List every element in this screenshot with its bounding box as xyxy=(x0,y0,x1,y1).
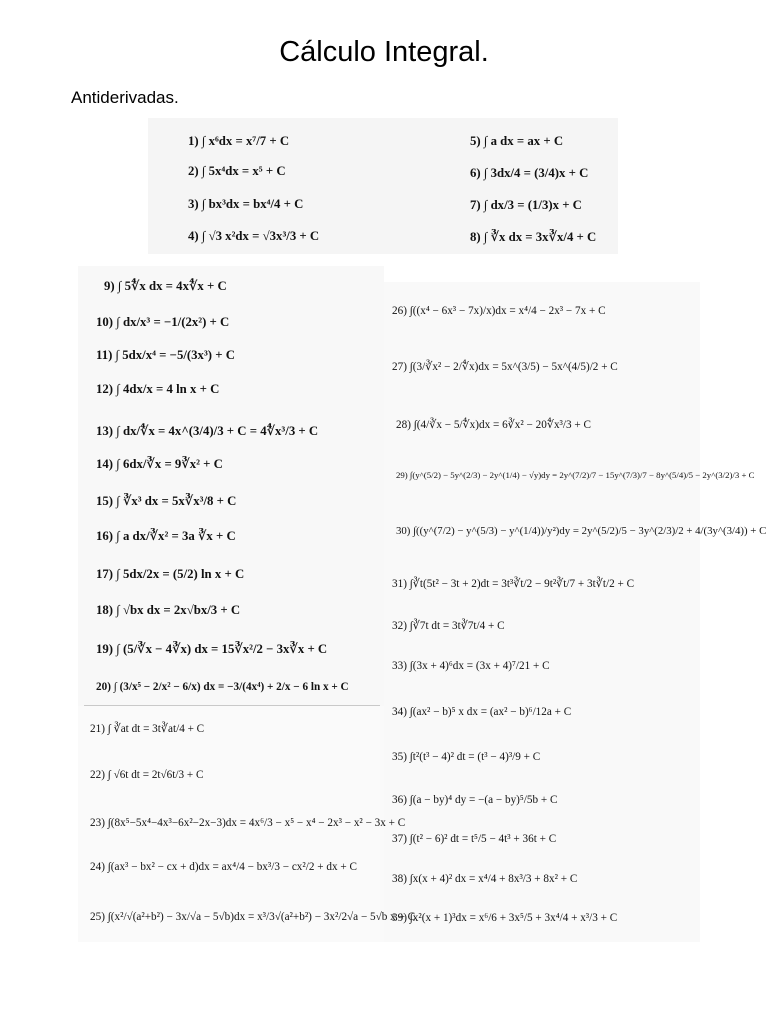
formula-10: 10) ∫ dx/x³ = −1/(2x²) + C xyxy=(96,315,230,329)
formula-11: 11) ∫ 5dx/x⁴ = −5/(3x³) + C xyxy=(96,348,235,362)
formula-34: 34) ∫(ax² − b)⁵ x dx = (ax² − b)⁶/12a + C xyxy=(392,706,572,718)
formula-18: 18) ∫ √bx dx = 2x√bx/3 + C xyxy=(96,603,241,617)
formula-14: 14) ∫ 6dx/∛x = 9∛x² + C xyxy=(96,457,223,471)
formula-38: 38) ∫x(x + 4)² dx = x⁴/4 + 8x³/3 + 8x² + C xyxy=(392,873,578,885)
formula-35: 35) ∫t²(t³ − 4)² dt = (t³ − 4)³/9 + C xyxy=(392,751,541,763)
section-subtitle: Antiderivadas. xyxy=(71,88,179,107)
formula-16: 16) ∫ a dx/∛x² = 3a ∛x + C xyxy=(96,529,236,543)
page-title: Cálculo Integral. xyxy=(279,36,489,68)
formula-4: 4) ∫ √3 x²dx = √3x³/3 + C xyxy=(188,229,320,243)
formula-28: 28) ∫(4/∛x − 5/∜x)dx = 6∛x² − 20∜x³/3 + C xyxy=(396,419,591,431)
formula-22: 22) ∫ √6t dt = 2t√6t/3 + C xyxy=(90,769,204,781)
formula-33: 33) ∫(3x + 4)⁶dx = (3x + 4)⁷/21 + C xyxy=(392,660,550,672)
formula-23: 23) ∫(8x⁵−5x⁴−4x³−6x²−2x−3)dx = 4x⁶/3 − x⁵ − x⁴ − 2x³ − x² − 3x + C xyxy=(90,817,406,829)
formula-5: 5) ∫ a dx = ax + C xyxy=(470,134,564,148)
formula-8: 8) ∫ ∛x dx = 3x∛x/4 + C xyxy=(470,230,597,244)
panel-divider xyxy=(84,705,380,706)
formula-19: 19) ∫ (5/∛x − 4∛x) dx = 15∛x²/2 − 3x∛x + C xyxy=(96,642,328,656)
formula-1: 1) ∫ x⁶dx = x⁷/7 + C xyxy=(188,134,290,148)
formula-13: 13) ∫ dx/∜x = 4x^(3/4)/3 + C = 4∜x³/3 + C xyxy=(96,424,319,438)
formula-panel-9-20 xyxy=(78,266,384,706)
formula-31: 31) ∫∛t(5t² − 3t + 2)dt = 3t³∛t/2 − 9t²∛t/7 + 3t∛t/2 + C xyxy=(392,578,635,590)
formula-30: 30) ∫((y^(7/2) − y^(5/3) − y^(1/4))/y²)dy = 2y^(5/2)/5 − 3y^(2/3)/2 + 4/(3y^(3/4)) + C xyxy=(396,525,767,537)
formula-6: 6) ∫ 3dx/4 = (3/4)x + C xyxy=(470,166,589,180)
formula-24: 24) ∫(ax³ − bx² − cx + d)dx = ax⁴/4 − bx³/3 − cx²/2 + dx + C xyxy=(90,861,357,873)
formula-3: 3) ∫ bx³dx = bx⁴/4 + C xyxy=(188,197,304,211)
formula-39: 39) ∫x²(x + 1)³dx = x⁶/6 + 3x⁵/5 + 3x⁴/4 + x³/3 + C xyxy=(392,912,618,924)
formula-37: 37) ∫(t² − 6)² dt = t⁵/5 − 4t³ + 36t + C xyxy=(392,833,557,845)
formula-7: 7) ∫ dx/3 = (1/3)x + C xyxy=(470,198,582,212)
formula-12: 12) ∫ 4dx/x = 4 ln x + C xyxy=(96,382,220,396)
formula-26: 26) ∫((x⁴ − 6x³ − 7x)/x)dx = x⁴/4 − 2x³ − 7x + C xyxy=(392,305,606,317)
formula-29: 29) ∫(y^(5/2) − 5y^(2/3) − 2y^(1/4) − √y)dy = 2y^(7/2)/7 − 15y^(7/3)/7 − 8y^(5/4)/5 − 2y^(3/2)/3 + C xyxy=(396,470,755,480)
formula-36: 36) ∫(a − by)⁴ dy = −(a − by)⁵/5b + C xyxy=(392,794,558,806)
formula-20: 20) ∫ (3/x⁵ − 2/x² − 6/x) dx = −3/(4x⁴) + 2/x − 6 ln x + C xyxy=(96,681,349,693)
formula-25: 25) ∫(x²/√(a²+b²) − 3x/√a − 5√b)dx = x³/3√(a²+b²) − 3x²/2√a − 5√b x + C xyxy=(90,911,416,923)
formula-15: 15) ∫ ∛x³ dx = 5x∛x³/8 + C xyxy=(96,494,237,508)
formula-2: 2) ∫ 5x⁴dx = x⁵ + C xyxy=(188,164,286,178)
formula-21: 21) ∫ ∛at dt = 3t∛at/4 + C xyxy=(90,723,205,735)
formula-17: 17) ∫ 5dx/2x = (5/2) ln x + C xyxy=(96,567,245,581)
formula-32: 32) ∫∛7t dt = 3t∛7t/4 + C xyxy=(392,620,505,632)
formula-9: 9) ∫ 5∜x dx = 4x∜x + C xyxy=(104,279,227,293)
formula-27: 27) ∫(3/∛x² − 2/∜x)dx = 5x^(3/5) − 5x^(4/5)/2 + C xyxy=(392,361,618,373)
